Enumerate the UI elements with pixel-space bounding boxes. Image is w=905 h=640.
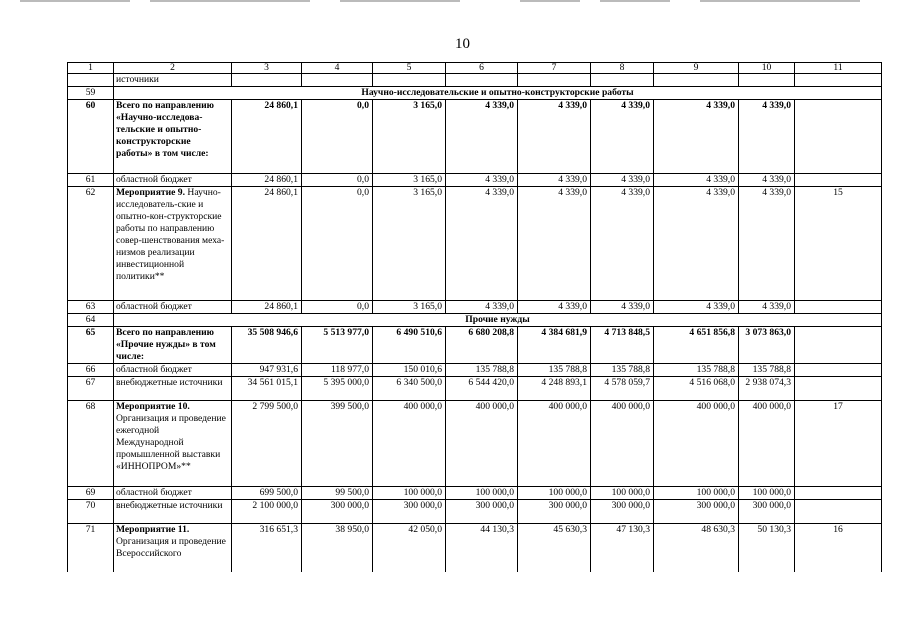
value-cell: 100 000,0 bbox=[518, 487, 591, 500]
value-cell: 0,0 bbox=[302, 301, 373, 314]
section-title: Научно-исследовательские и опытно-конструкторские работы bbox=[114, 87, 882, 100]
item-name bbox=[114, 74, 232, 87]
value-cell: 35 508 946,6 bbox=[232, 327, 302, 364]
column-header: 6 bbox=[446, 63, 518, 74]
scan-edge-marks bbox=[0, 0, 905, 4]
value-cell: 150 010,6 bbox=[373, 364, 446, 377]
value-cell: 4 339,0 bbox=[591, 174, 654, 187]
row-number: 68 bbox=[68, 401, 114, 487]
row-number: 65 bbox=[68, 327, 114, 364]
item-name bbox=[114, 327, 232, 364]
value-cell: 24 860,1 bbox=[232, 174, 302, 187]
value-cell: 4 339,0 bbox=[654, 301, 739, 314]
table-row bbox=[68, 100, 882, 174]
value-cell: 400 000,0 bbox=[446, 401, 518, 487]
value-cell: 4 339,0 bbox=[446, 100, 518, 174]
column-header: 8 bbox=[591, 63, 654, 74]
value-cell: 100 000,0 bbox=[373, 487, 446, 500]
reference-number bbox=[795, 174, 882, 187]
measure-label: Мероприятие 9. bbox=[116, 187, 185, 198]
value-cell: 5 513 977,0 bbox=[302, 327, 373, 364]
item-name-text: источники bbox=[116, 74, 159, 85]
table-row bbox=[68, 327, 882, 364]
value-cell: 400 000,0 bbox=[739, 401, 795, 487]
value-cell: 3 165,0 bbox=[373, 100, 446, 174]
item-name bbox=[114, 377, 232, 401]
value-cell: 4 516 068,0 bbox=[654, 377, 739, 401]
measure-label: Мероприятие 10. bbox=[116, 401, 190, 412]
value-cell: 300 000,0 bbox=[591, 500, 654, 524]
value-cell: 4 339,0 bbox=[518, 100, 591, 174]
column-header: 11 bbox=[795, 63, 882, 74]
value-cell: 699 500,0 bbox=[232, 487, 302, 500]
value-cell: 5 395 000,0 bbox=[302, 377, 373, 401]
value-cell: 4 339,0 bbox=[654, 187, 739, 301]
row-number: 61 bbox=[68, 174, 114, 187]
value-cell: 4 578 059,7 bbox=[591, 377, 654, 401]
item-name-text: Всего по направлению «Научно-исследова-тельские и опытно-конструкторские работы» в том числе: bbox=[116, 100, 215, 159]
value-cell: 399 500,0 bbox=[302, 401, 373, 487]
value-cell: 99 500,0 bbox=[302, 487, 373, 500]
value-cell: 135 788,8 bbox=[518, 364, 591, 377]
value-cell: 6 340 500,0 bbox=[373, 377, 446, 401]
value-cell: 4 248 893,1 bbox=[518, 377, 591, 401]
value-cell: 4 339,0 bbox=[591, 187, 654, 301]
value-cell: 4 713 848,5 bbox=[591, 327, 654, 364]
item-name bbox=[114, 500, 232, 524]
item-name bbox=[114, 301, 232, 314]
value-cell: 100 000,0 bbox=[591, 487, 654, 500]
value-cell bbox=[446, 74, 518, 87]
item-name bbox=[114, 524, 232, 572]
value-cell bbox=[373, 74, 446, 87]
value-cell: 24 860,1 bbox=[232, 100, 302, 174]
value-cell: 6 544 420,0 bbox=[446, 377, 518, 401]
value-cell: 24 860,1 bbox=[232, 301, 302, 314]
value-cell: 34 561 015,1 bbox=[232, 377, 302, 401]
value-cell: 4 339,0 bbox=[446, 301, 518, 314]
value-cell bbox=[232, 74, 302, 87]
section-header-row bbox=[68, 314, 882, 327]
column-header: 2 bbox=[114, 63, 232, 74]
item-name bbox=[114, 100, 232, 174]
column-header: 1 bbox=[68, 63, 114, 74]
column-header: 3 bbox=[232, 63, 302, 74]
table-row bbox=[68, 174, 882, 187]
value-cell: 4 339,0 bbox=[591, 301, 654, 314]
value-cell: 947 931,6 bbox=[232, 364, 302, 377]
value-cell: 400 000,0 bbox=[591, 401, 654, 487]
item-name bbox=[114, 487, 232, 500]
reference-number: 17 bbox=[795, 401, 882, 487]
item-name-text: областной бюджет bbox=[116, 174, 192, 185]
value-cell: 24 860,1 bbox=[232, 187, 302, 301]
value-cell: 6 490 510,6 bbox=[373, 327, 446, 364]
item-name-text: областной бюджет bbox=[116, 301, 192, 312]
table-row bbox=[68, 487, 882, 500]
item-name-text: областной бюджет bbox=[116, 364, 192, 375]
value-cell: 4 339,0 bbox=[446, 174, 518, 187]
row-number: 59 bbox=[68, 87, 114, 100]
value-cell: 48 630,3 bbox=[654, 524, 739, 572]
value-cell: 4 651 856,8 bbox=[654, 327, 739, 364]
value-cell bbox=[654, 74, 739, 87]
table-row bbox=[68, 500, 882, 524]
table-body bbox=[68, 63, 882, 572]
value-cell: 316 651,3 bbox=[232, 524, 302, 572]
table-row bbox=[68, 187, 882, 301]
value-cell: 3 165,0 bbox=[373, 301, 446, 314]
value-cell: 0,0 bbox=[302, 100, 373, 174]
column-header: 10 bbox=[739, 63, 795, 74]
reference-number bbox=[795, 327, 882, 364]
table-row bbox=[68, 301, 882, 314]
table-row bbox=[68, 74, 882, 87]
value-cell: 4 339,0 bbox=[739, 174, 795, 187]
row-number: 62 bbox=[68, 187, 114, 301]
value-cell: 300 000,0 bbox=[654, 500, 739, 524]
item-name-text: Организация и проведение Всероссийского bbox=[116, 536, 226, 559]
measure-label: Мероприятие 11. bbox=[116, 524, 190, 535]
value-cell: 4 339,0 bbox=[446, 187, 518, 301]
row-number: 63 bbox=[68, 301, 114, 314]
value-cell: 300 000,0 bbox=[373, 500, 446, 524]
section-header-row bbox=[68, 87, 882, 100]
item-name-text: областной бюджет bbox=[116, 487, 192, 498]
value-cell: 3 073 863,0 bbox=[739, 327, 795, 364]
value-cell: 4 339,0 bbox=[739, 301, 795, 314]
value-cell: 4 339,0 bbox=[654, 100, 739, 174]
reference-number: 16 bbox=[795, 524, 882, 572]
item-name-text: внебюджетные источники bbox=[116, 500, 223, 511]
item-name bbox=[114, 401, 232, 487]
item-name-text: Научно-исследователь-ские и опытно-кон-структорские работы по направлению совер-шенствования меха-низмов реализации инвестиционной политики** bbox=[116, 187, 225, 282]
value-cell bbox=[739, 74, 795, 87]
row-number: 60 bbox=[68, 100, 114, 174]
value-cell: 3 165,0 bbox=[373, 187, 446, 301]
row-number: 70 bbox=[68, 500, 114, 524]
reference-number bbox=[795, 487, 882, 500]
item-name bbox=[114, 187, 232, 301]
value-cell: 135 788,8 bbox=[591, 364, 654, 377]
reference-number bbox=[795, 364, 882, 377]
value-cell: 0,0 bbox=[302, 174, 373, 187]
value-cell: 4 339,0 bbox=[739, 100, 795, 174]
reference-number bbox=[795, 500, 882, 524]
value-cell: 118 977,0 bbox=[302, 364, 373, 377]
value-cell: 4 339,0 bbox=[654, 174, 739, 187]
value-cell: 3 165,0 bbox=[373, 174, 446, 187]
page-number: 10 bbox=[455, 36, 470, 52]
value-cell: 300 000,0 bbox=[739, 500, 795, 524]
value-cell: 300 000,0 bbox=[446, 500, 518, 524]
value-cell: 300 000,0 bbox=[302, 500, 373, 524]
value-cell: 400 000,0 bbox=[518, 401, 591, 487]
value-cell: 135 788,8 bbox=[654, 364, 739, 377]
value-cell: 135 788,8 bbox=[739, 364, 795, 377]
value-cell: 2 799 500,0 bbox=[232, 401, 302, 487]
value-cell bbox=[518, 74, 591, 87]
row-number bbox=[68, 74, 114, 87]
row-number: 67 bbox=[68, 377, 114, 401]
value-cell: 300 000,0 bbox=[518, 500, 591, 524]
reference-number bbox=[795, 100, 882, 174]
value-cell: 6 680 208,8 bbox=[446, 327, 518, 364]
reference-number bbox=[795, 74, 882, 87]
column-number-header-row bbox=[68, 63, 882, 74]
item-name bbox=[114, 364, 232, 377]
item-name-text: Всего по направлению «Прочие нужды» в том числе: bbox=[116, 327, 216, 362]
value-cell: 100 000,0 bbox=[446, 487, 518, 500]
column-header: 7 bbox=[518, 63, 591, 74]
value-cell: 4 384 681,9 bbox=[518, 327, 591, 364]
item-name-text: Организация и проведение ежегодной Международной промышленной выставки «ИННОПРОМ»** bbox=[116, 413, 226, 472]
value-cell: 100 000,0 bbox=[739, 487, 795, 500]
table-row bbox=[68, 401, 882, 487]
value-cell: 0,0 bbox=[302, 187, 373, 301]
budget-table bbox=[67, 62, 882, 572]
value-cell: 400 000,0 bbox=[373, 401, 446, 487]
table-row bbox=[68, 364, 882, 377]
value-cell bbox=[302, 74, 373, 87]
value-cell: 38 950,0 bbox=[302, 524, 373, 572]
value-cell: 100 000,0 bbox=[654, 487, 739, 500]
value-cell: 50 130,3 bbox=[739, 524, 795, 572]
value-cell: 4 339,0 bbox=[591, 100, 654, 174]
value-cell: 45 630,3 bbox=[518, 524, 591, 572]
row-number: 64 bbox=[68, 314, 114, 327]
row-number: 69 bbox=[68, 487, 114, 500]
value-cell bbox=[591, 74, 654, 87]
value-cell: 400 000,0 bbox=[654, 401, 739, 487]
value-cell: 135 788,8 bbox=[446, 364, 518, 377]
value-cell: 44 130,3 bbox=[446, 524, 518, 572]
value-cell: 4 339,0 bbox=[518, 174, 591, 187]
value-cell: 4 339,0 bbox=[518, 301, 591, 314]
section-title: Прочие нужды bbox=[114, 314, 882, 327]
item-name-text: внебюджетные источники bbox=[116, 377, 223, 388]
column-header: 5 bbox=[373, 63, 446, 74]
reference-number: 15 bbox=[795, 187, 882, 301]
table-row bbox=[68, 524, 882, 572]
table-row bbox=[68, 377, 882, 401]
row-number: 66 bbox=[68, 364, 114, 377]
column-header: 9 bbox=[654, 63, 739, 74]
row-number: 71 bbox=[68, 524, 114, 572]
column-header: 4 bbox=[302, 63, 373, 74]
item-name bbox=[114, 174, 232, 187]
value-cell: 2 938 074,3 bbox=[739, 377, 795, 401]
value-cell: 4 339,0 bbox=[739, 187, 795, 301]
reference-number bbox=[795, 301, 882, 314]
value-cell: 42 050,0 bbox=[373, 524, 446, 572]
value-cell: 2 100 000,0 bbox=[232, 500, 302, 524]
value-cell: 47 130,3 bbox=[591, 524, 654, 572]
value-cell: 4 339,0 bbox=[518, 187, 591, 301]
reference-number bbox=[795, 377, 882, 401]
